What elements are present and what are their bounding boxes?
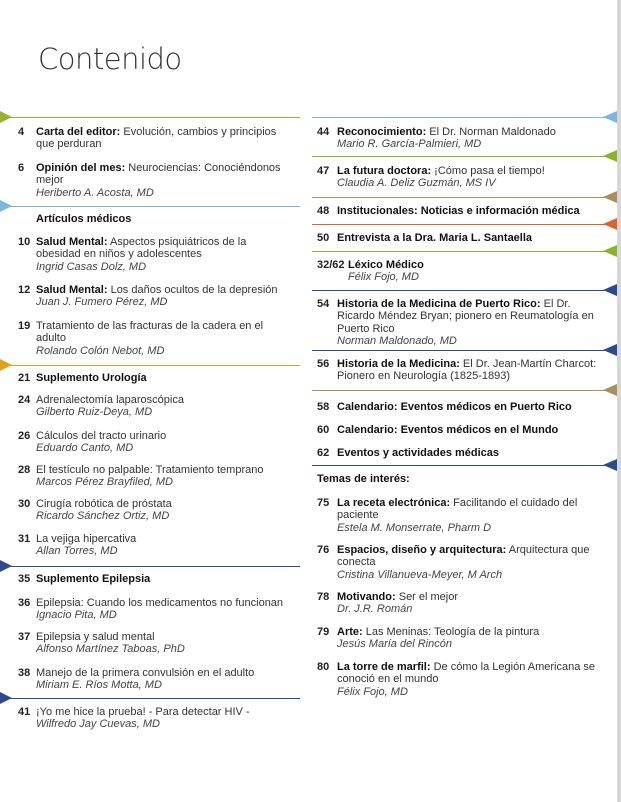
entry-title: La futura doctora: <box>337 165 432 177</box>
page-edge-bar <box>617 0 621 802</box>
page-number: 60 <box>317 424 330 436</box>
divider-line <box>312 290 617 291</box>
entry-subtitle: Ser el mejor <box>395 591 459 603</box>
section-heading: Artículos médicos <box>36 213 132 225</box>
entry-title: Calendario: Eventos médicos en Puerto Rico <box>337 401 572 413</box>
entry-subtitle: Epilepsia y salud mental <box>36 631 155 643</box>
section-tab-marker <box>0 200 12 212</box>
entry-author: Gilberto Ruiz-Deya, MD <box>36 406 153 419</box>
entry-title: Motivando: <box>337 591 396 603</box>
entry-subtitle: Neurociencias: Conociéndonos mejor <box>36 162 281 187</box>
entry-subtitle: El Dr. Jean-Martín Charcot: Pionero en Neurología (1825-1893) <box>337 358 597 383</box>
entry-author: Ignacio Pita, MD <box>36 609 117 622</box>
entry-author: Allan Torres, MD <box>36 545 118 558</box>
page-number: 80 <box>317 661 330 673</box>
divider-line <box>312 117 617 118</box>
entry-subtitle: Tratamiento de las fracturas de la cadera en el adulto <box>36 320 264 345</box>
entry-subtitle: El testículo no palpable: Tratamiento temprano <box>36 464 264 476</box>
entry-author: Ingrid Casas Dolz, MD <box>36 260 147 273</box>
page-number: 35 <box>18 573 31 585</box>
page-number: 19 <box>18 320 31 332</box>
entry-title: La receta electrónica: <box>337 497 451 509</box>
entry-author: Alfonso Martínez Taboas, PhD <box>36 643 185 656</box>
page-number: 4 <box>18 126 25 138</box>
entry-author: Wilfredo Jay Cuevas, MD <box>36 718 160 731</box>
page-number: 28 <box>18 464 31 476</box>
section-tab-marker <box>603 111 617 123</box>
section-tab-marker <box>603 218 617 230</box>
entry-subtitle: Las Meninas: Teología de la pintura <box>362 626 540 638</box>
entry-subtitle: El Dr. Norman Maldonado <box>426 126 556 138</box>
entry-author: Mario R. García-Palmieri, MD <box>337 138 482 151</box>
page-number: 48 <box>317 205 330 217</box>
page-title: Contenido <box>38 42 182 76</box>
entry-title: Historia de la Medicina de Puerto Rico: <box>337 298 541 310</box>
entry-author: Claudia A. Deliz Guzmán, MS IV <box>337 177 496 190</box>
page-number: 24 <box>18 394 31 406</box>
section-tab-marker <box>0 560 12 572</box>
page-number: 58 <box>317 401 330 413</box>
entry-title: La torre de marfil: <box>337 661 431 673</box>
entry-subtitle: Cirugía robótica de próstata <box>36 498 172 510</box>
divider-line <box>0 117 300 118</box>
page-number: 78 <box>317 591 330 603</box>
entry-subtitle: Evolución, cambios y principios que perduran <box>36 126 277 151</box>
entry-author: Miriam E. Ríos Motta, MD <box>36 679 162 692</box>
page-number: 50 <box>317 232 330 244</box>
section-heading: Temas de interés: <box>317 473 410 485</box>
page-number: 44 <box>317 126 330 138</box>
entry-title: Opinión del mes: <box>36 162 126 174</box>
page-number: 62 <box>317 447 330 459</box>
entry-author: Ricardo Sánchez Ortiz, MD <box>36 510 170 523</box>
page-number: 36 <box>18 597 31 609</box>
divider-line <box>312 390 617 391</box>
page-number: 56 <box>317 358 330 370</box>
entry-author: Marcos Pérez Brayfiled, MD <box>36 476 173 489</box>
entry-title: Historia de la Medicina: <box>337 358 460 370</box>
page-number: 38 <box>18 667 31 679</box>
entry-author: Félix Fojo, MD <box>337 685 408 698</box>
page-number: 54 <box>317 298 330 310</box>
page-number: 75 <box>317 497 330 509</box>
page-number: 32/62 <box>317 259 345 271</box>
page-number: 41 <box>18 706 31 718</box>
section-tab-marker <box>603 150 617 162</box>
entry-subtitle: De cómo la Legión Americana se conoció en el mundo <box>337 661 596 686</box>
entry-author: Norman Maldonado, MD <box>337 334 457 347</box>
divider-line <box>312 156 617 157</box>
page-number: 79 <box>317 626 330 638</box>
entry-author: Dr. J.R. Román <box>337 603 413 616</box>
entry-subtitle: Cálculos del tracto urinario <box>36 430 167 442</box>
divider-line <box>0 566 300 567</box>
divider-line <box>312 224 617 225</box>
divider-line <box>312 350 617 351</box>
entry-title: Suplemento Epilepsia <box>36 573 151 585</box>
entry-subtitle: ¡Cómo pasa el tiempo! <box>431 165 545 177</box>
entry-author: Rolando Colón Nebot, MD <box>36 344 165 357</box>
entry-title: Eventos y actividades médicas <box>337 447 500 459</box>
section-tab-marker <box>0 692 12 704</box>
page-number: 30 <box>18 498 31 510</box>
entry-title: Salud Mental: <box>36 284 108 296</box>
section-tab-marker <box>0 111 12 123</box>
page-number: 21 <box>18 372 31 384</box>
section-tab-marker <box>603 384 617 396</box>
page-number: 6 <box>18 162 25 174</box>
page-number: 37 <box>18 631 31 643</box>
entry-subtitle: La vejiga hipercativa <box>36 533 137 545</box>
entry-title: Suplemento Urología <box>36 372 147 384</box>
page-number: 76 <box>317 544 330 556</box>
page-number: 12 <box>18 284 31 296</box>
entry-subtitle: Aspectos psiquiátricos de la obesidad en niños y adolescentes <box>36 236 247 261</box>
section-tab-marker <box>603 459 617 471</box>
entry-subtitle: Epilepsia: Cuando los medicamentos no funcionan <box>36 597 284 609</box>
divider-line <box>312 197 617 198</box>
entry-title: Reconocimiento: <box>337 126 427 138</box>
section-tab-marker <box>0 359 12 371</box>
entry-author: Jesús María del Rincón <box>337 638 452 651</box>
entry-title: Institucionales: Noticias e información médica <box>337 205 580 217</box>
entry-subtitle: Adrenalectomía laparoscópica <box>36 394 184 406</box>
entry-subtitle: Manejo de la primera convulsión en el adulto <box>36 667 255 679</box>
entry-subtitle: Facilitando el cuidado del paciente <box>337 497 578 522</box>
entry-author: Cristina Villanueva-Meyer, M Arch <box>337 568 503 581</box>
divider-line <box>0 698 300 699</box>
entry-subtitle: Los daños ocultos de la depresión <box>107 284 278 296</box>
entry-title: Salud Mental: <box>36 236 108 248</box>
section-tab-marker <box>603 191 617 203</box>
entry-subtitle: Arquitectura que conecta <box>337 544 590 569</box>
page-number: 26 <box>18 430 31 442</box>
page-number: 10 <box>18 236 31 248</box>
entry-title: Arte: <box>337 626 363 638</box>
section-tab-marker <box>603 284 617 296</box>
entry-title: Espacios, diseño y arquitectura: <box>337 544 507 556</box>
page-number: 31 <box>18 533 31 545</box>
page-number: 47 <box>317 165 330 177</box>
entry-author: Félix Fojo, MD <box>348 271 419 284</box>
entry-author: Estela M. Monserrate, Pharm D <box>337 521 492 534</box>
entry-subtitle: El Dr. Ricardo Méndez Bryan; pionero en Reumatología en Puerto Rico <box>337 298 594 335</box>
entry-author: Heriberto A. Acosta, MD <box>36 186 154 199</box>
divider-line <box>0 365 300 366</box>
entry-title: Calendario: Eventos médicos en el Mundo <box>337 424 559 436</box>
entry-author: Eduardo Canto, MD <box>36 442 134 455</box>
entry-author: Juan J. Fumero Pérez, MD <box>36 296 168 309</box>
divider-line <box>312 465 617 466</box>
entry-subtitle: ¡Yo me hice la prueba! - Para detectar HIV - <box>36 706 250 718</box>
entry-title: Entrevista a la Dra. Maria L. Santaella <box>337 232 533 244</box>
section-tab-marker <box>603 245 617 257</box>
divider-line <box>0 206 300 207</box>
entry-title: Léxico Médico <box>348 259 424 271</box>
entry-title: Carta del editor: <box>36 126 121 138</box>
section-tab-marker <box>603 344 617 356</box>
divider-line <box>312 251 617 252</box>
